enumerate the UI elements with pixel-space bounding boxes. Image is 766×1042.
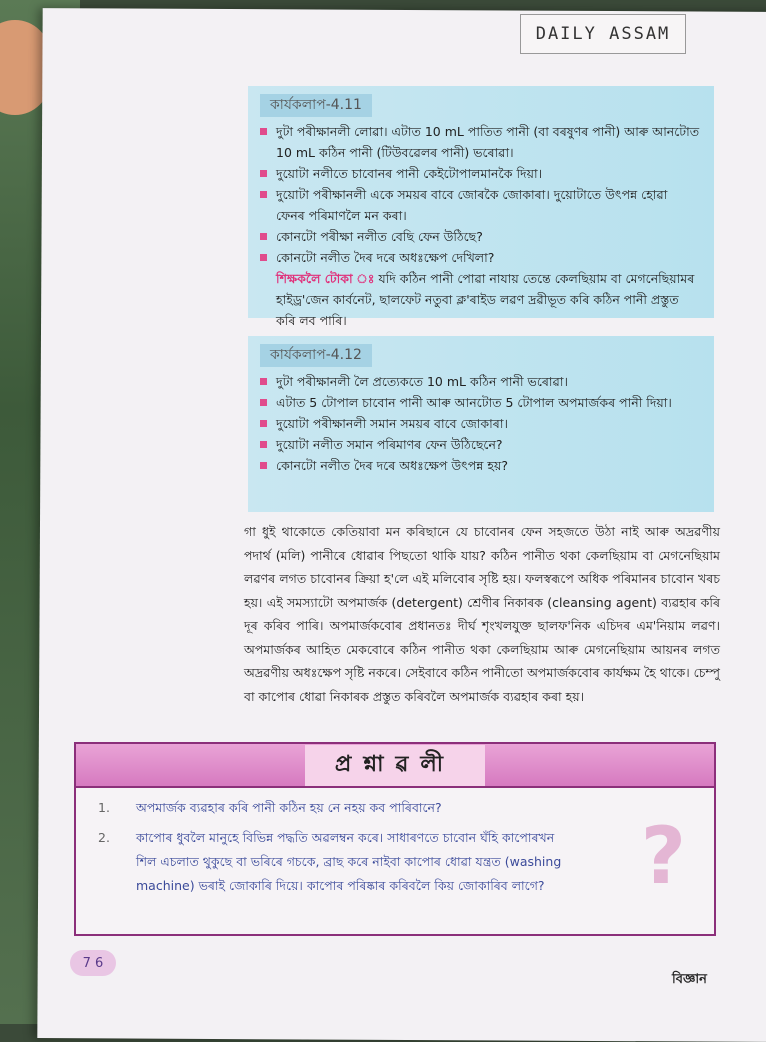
question-item xyxy=(98,826,702,898)
questions-title: প্ৰশ্নাৱলী xyxy=(305,745,485,786)
question-item xyxy=(98,796,702,820)
activity-4-11-title: কাৰ্যকলাপ-4.11 xyxy=(260,94,372,117)
page-number: 7 6 xyxy=(70,950,116,976)
teacher-note-label: শিক্ষকলৈ টোকা ঃ xyxy=(276,271,375,286)
activity-4-11-list xyxy=(260,121,700,268)
bullet-icon xyxy=(260,254,267,261)
list-item: দুয়োটা পৰীক্ষানলী সমান সময়ৰ বাবে জোকাৰা। xyxy=(260,413,700,434)
detergent-paragraph: গা ধুই থাকোতে কেতিয়াবা মন কৰিছানে যে চাবোনৰ ফেন সহজতে উঠা নাই আৰু অদ্ৰৱণীয় পদাৰ্থ (মলি) পানীৰে ধোৱাৰ পিছতো থাকি যায়? কঠিন পানীত থকা কেলছিয়াম বা মেগনেছিয়াম লৱণৰ লগত চাবোনৰ ক্ৰিয়া হ'লে এই মলিবোৰ সৃষ্টি হয়। ফলস্বৰূপে অধিক পৰিমানৰ চাবোন খৰচ হয়। এই সমস্যাটো অপমাৰ্জক (detergent) শ্ৰেণীৰ নিকাৰক (cleansing agent) ব্যৱহাৰ কৰি দূৰ কৰিব পাৰি। অপমাৰ্জকবোৰ প্ৰধানতঃ দীৰ্ঘ শৃংখলযুক্ত ছালফ'নিক এচিদৰ এম'নিয়াম লৱণ। অপমাৰ্জকৰ আহিত মেকবোৰে কঠিন পানীত থকা কেলছিয়াম আৰু মেগনেছিয়াম আয়নৰ লগত অদ্ৰৱণীয় অধঃক্ষেপ সৃষ্টি নকৰে। সেইবাবে কঠিন পানীতো অপমাৰ্জকবোৰ কাৰ্যক্ষম হৈ থাকে। চেম্পু বা কাপোৰ ধোৱা নিকাৰক প্ৰস্তুত কৰিবলৈ অপমাৰ্জক ব্যৱহাৰ কৰা হয়। xyxy=(244,524,720,704)
questions-list xyxy=(76,788,714,902)
list-item: এটাত 5 টোপাল চাবোন পানী আৰু আনটোত 5 টোপাল অপমাৰ্জকৰ পানী দিয়া। xyxy=(260,392,700,413)
list-item: দুয়োটা নলীত সমান পৰিমাণৰ ফেন উঠিছেনে? xyxy=(260,434,700,455)
questions-header xyxy=(76,744,714,788)
bullet-icon xyxy=(260,128,267,135)
list-item: দুটা পৰীক্ষানলী লোৱা। এটাত 10 mL পাতিত পানী (বা বৰষুণৰ পানী) আৰু আনটোত 10 mL কঠিন পানী (টিউবৱেলৰ পানী) ভৰোৱা। xyxy=(260,121,700,163)
list-item: দুয়োটা নলীতে চাবোনৰ পানী কেইটোপালমানকৈ দিয়া। xyxy=(260,163,700,184)
bullet-icon xyxy=(260,170,267,177)
list-item: দুটা পৰীক্ষানলী লৈ প্ৰত্যেকতে 10 mL কঠিন পানী ভৰোৱা। xyxy=(260,371,700,392)
question-text: অপমাৰ্জক ব্যৱহাৰ কৰি পানী কঠিন হয় নে নহয় কব পাৰিবানে? xyxy=(136,800,442,815)
bullet-icon xyxy=(260,462,267,469)
activity-4-12-box xyxy=(248,336,714,512)
subject-label: বিজ্ঞান xyxy=(672,972,707,987)
daily-assam-stamp: DAILY ASSAM xyxy=(520,14,686,54)
list-item: দুয়োটা পৰীক্ষানলী একে সময়ৰ বাবে জোৰকৈ জোকাৰা। দুয়োটাতে উৎপন্ন হোৱা ফেনৰ পৰিমাণলৈ মন কৰা। xyxy=(260,184,700,226)
bullet-icon xyxy=(260,378,267,385)
question-number: 2. xyxy=(98,830,110,845)
question-text: কাপোৰ ধুবলৈ মানুহে বিভিন্ন পদ্ধতি অৱলম্বন কৰে। সাধাৰণতে চাবোন ঘঁহি কাপোৰখন শিল এচলাত থুকুছে বা ভৰিৰে গচকে, ব্ৰাছ কৰে নাইবা কাপোৰ ধোৱা যন্ত্ৰত (washing machine) ভৰাই জোকাৰি দিয়ে। কাপোৰ পৰিষ্কাৰ কৰিবলৈ কিয় জোকাৰিব লাগে? xyxy=(136,830,562,893)
teacher-note xyxy=(260,268,700,331)
questions-box xyxy=(74,742,716,936)
question-number: 1. xyxy=(98,800,110,815)
bullet-icon xyxy=(260,441,267,448)
question-mark-icon: ? xyxy=(640,812,686,902)
bullet-icon xyxy=(260,233,267,240)
activity-4-11-box xyxy=(248,86,714,328)
bullet-icon xyxy=(260,420,267,427)
list-item: কোনটো নলীত দৈৰ দৰে অধঃক্ষেপ উৎপন্ন হয়? xyxy=(260,455,700,476)
activity-4-12-list xyxy=(260,371,700,476)
list-item: কোনটো নলীত দৈৰ দৰে অধঃক্ষেপ দেখিলা? xyxy=(260,247,700,268)
activity-4-12-title: কাৰ্যকলাপ-4.12 xyxy=(260,344,372,367)
bullet-icon xyxy=(260,399,267,406)
list-item: কোনটো পৰীক্ষা নলীত বেছি ফেন উঠিছে? xyxy=(260,226,700,247)
teacher-note-text: যদি কঠিন পানী পোৱা নাযায় তেন্তে কেলছিয়াম বা মেগনেছিয়ামৰ হাইড্ৰ'জেন কাৰ্বনেট, ছালফেট নতুবা ক্ল'ৰাইড লৱণ দ্ৰৱীভূত কৰি কঠিন পানী প্ৰস্তুত কৰি লব পাৰি। xyxy=(276,271,695,328)
bullet-icon xyxy=(260,191,267,198)
